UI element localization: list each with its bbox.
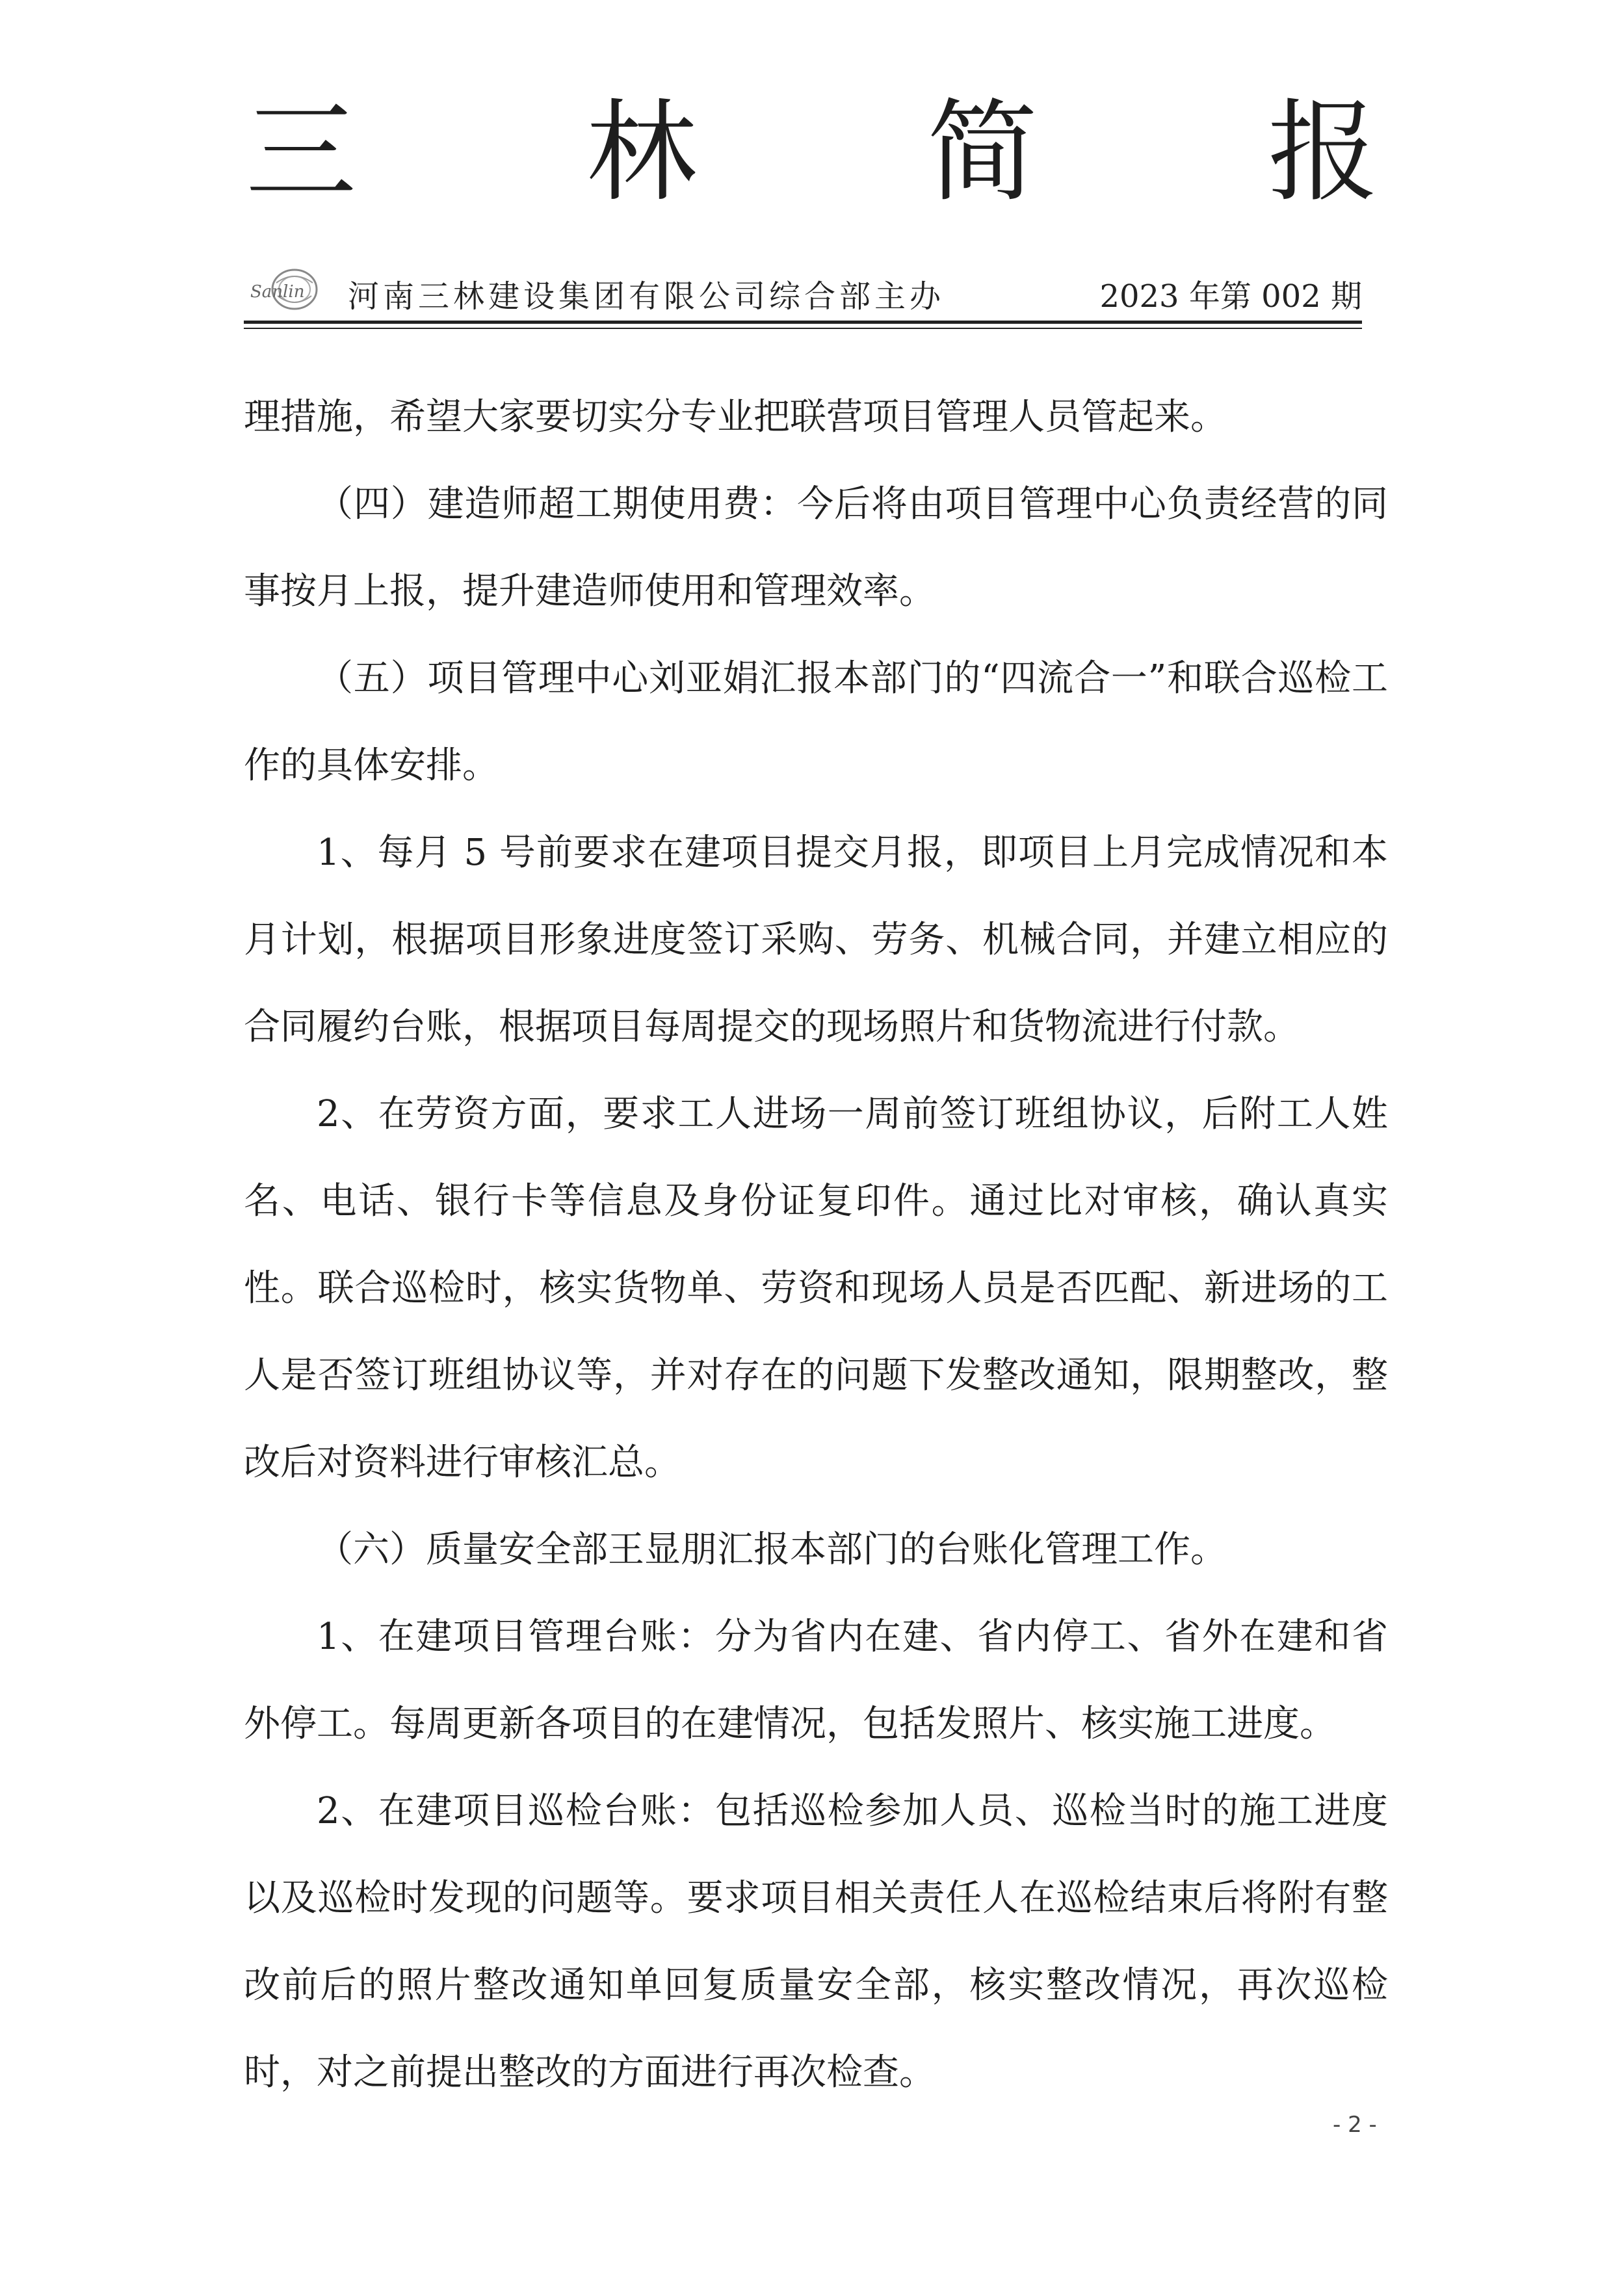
masthead-title: 三 林 简 报	[245, 88, 1476, 217]
paragraph: 2、在建项目巡检台账：包括巡检参加人员、巡检当时的施工进度以及巡检时发现的问题等。要求项目相关责任人在巡检结束后将附有整改前后的照片整改通知单回复质量安全部，核实整改情况，再次巡检时，对之前提出整改的方面进行再次检查。	[244, 1790, 1388, 2094]
logo-wordmark: Sanlin	[250, 282, 305, 302]
paragraph: 1、在建项目管理台账：分为省内在建、省内停工、省外在建和省外停工。每周更新各项目的在建情况，包括发照片、核实施工进度。	[244, 1616, 1388, 1745]
article-body	[244, 374, 1388, 2116]
header-rule-thin	[244, 328, 1362, 329]
issue-number: 2023 年第 002 期	[1099, 278, 1362, 315]
organizer-name: 河南三林建设集团有限公司综合部主办	[348, 278, 945, 315]
page-number: - 2 -	[1333, 2112, 1377, 2138]
paragraph: （五）项目管理中心刘亚娟汇报本部门的“四流合一”和联合巡检工作的具体安排。	[244, 657, 1388, 787]
header-rule-thick	[244, 321, 1362, 324]
paragraph: （六）质量安全部王显朋汇报本部门的台账化管理工作。	[317, 1529, 1227, 1571]
masthead-header-bar	[244, 257, 1362, 322]
paragraph: 2、在劳资方面，要求工人进场一周前签订班组协议，后附工人姓名、电话、银行卡等信息及身份证复印件。通过比对审核，确认真实性。联合巡检时，核实货物单、劳资和现场人员是否匹配、新进场的工人是否签订班组协议等，并对存在的问题下发整改通知，限期整改，整改后对资料进行审核汇总。	[244, 1093, 1388, 1484]
paragraph: 1、每月 5 号前要求在建项目提交月报，即项目上月完成情况和本月计划，根据项目形象进度签订采购、劳务、机械合同，并建立相应的合同履约台账，根据项目每周提交的现场照片和货物流进行付款。	[244, 832, 1388, 1048]
company-logo-icon	[244, 263, 335, 315]
paragraph: （四）建造师超工期使用费：今后将由项目管理中心负责经营的同事按月上报，提升建造师使用和管理效率。	[244, 483, 1388, 612]
paragraph: 理措施，希望大家要切实分专业把联营项目管理人员管起来。	[244, 396, 1227, 438]
